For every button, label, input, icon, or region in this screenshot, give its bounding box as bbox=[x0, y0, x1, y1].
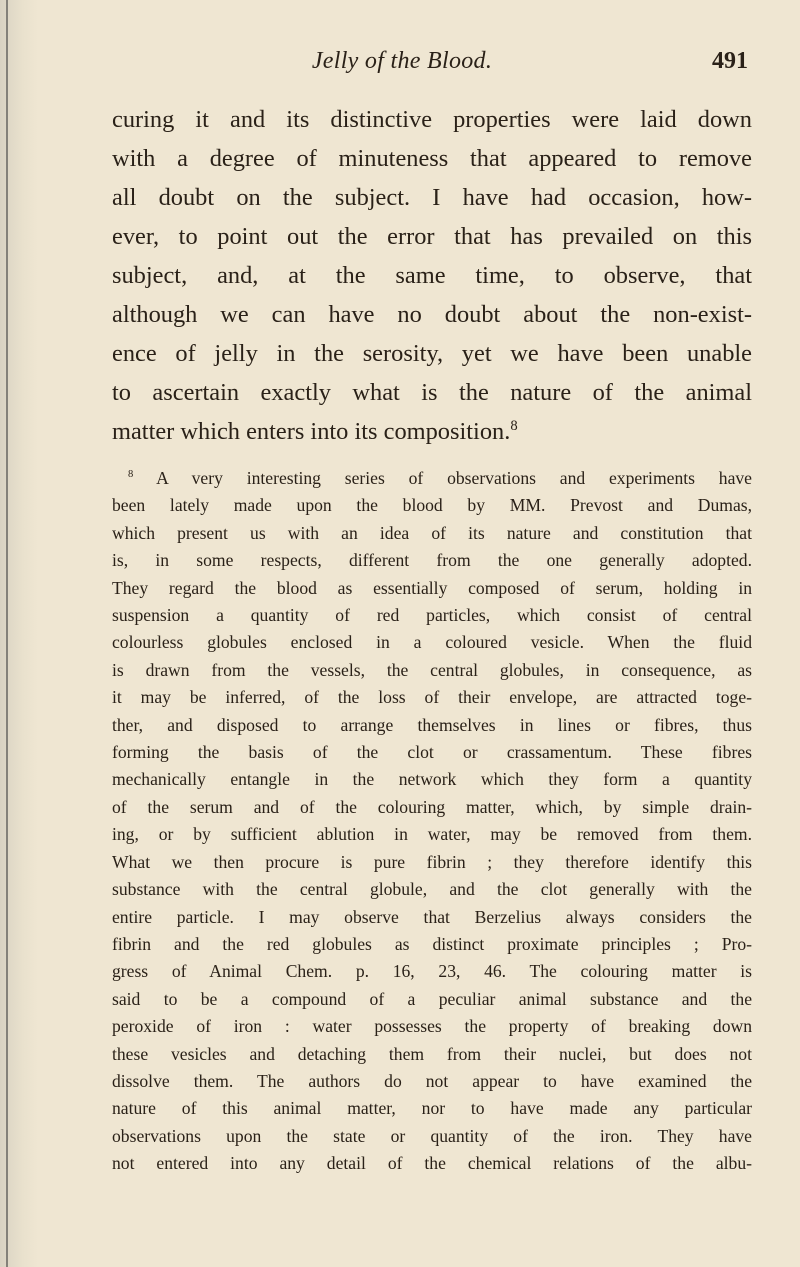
footnote-line: nature of this animal matter, nor to have made any particular bbox=[112, 1098, 752, 1119]
footnote-reference: 8 bbox=[510, 417, 518, 434]
footnote-line: entire particle. I may observe that Berzelius always considers the bbox=[112, 906, 752, 927]
footnote-line: observations upon the state or quantity of the iron. They have bbox=[112, 1125, 752, 1146]
footnote-line-first bbox=[112, 465, 752, 492]
footnote-line: which present us with an idea of its nature and constitution that bbox=[112, 522, 752, 543]
footnote-line: gress of Animal Chem. p. 16, 23, 46. The colouring matter is bbox=[112, 961, 752, 982]
running-head bbox=[112, 48, 752, 88]
body-paragraph bbox=[112, 100, 752, 451]
body-line: ever, to point out the error that has prevailed on this bbox=[112, 223, 752, 250]
running-title: Jelly of the Blood. bbox=[311, 48, 493, 74]
footnote-line: of the serum and of the colouring matter, which, by simple drain- bbox=[112, 796, 752, 817]
footnote-line: said to be a compound of a peculiar animal substance and the bbox=[112, 988, 752, 1009]
footnote-marker: 8 bbox=[128, 469, 134, 481]
footnote-line: fibrin and the red globules as distinct proximate principles ; Pro- bbox=[112, 933, 752, 954]
body-line-last bbox=[112, 412, 752, 451]
footnote-line: peroxide of iron : water possesses the property of breaking down bbox=[112, 1016, 752, 1037]
footnote-line: dissolve them. The authors do not appear to have examined the bbox=[112, 1070, 752, 1091]
book-page bbox=[112, 48, 752, 1178]
body-line: to ascertain exactly what is the nature of the animal bbox=[112, 379, 752, 406]
footnote-line: ing, or by sufficient ablution in water, may be removed from them. bbox=[112, 824, 752, 845]
footnote-line: ther, and disposed to arrange themselves in lines or fibres, thus bbox=[112, 714, 752, 735]
footnote-line: is drawn from the vessels, the central globules, in consequence, as bbox=[112, 659, 752, 680]
binding-edge-line bbox=[6, 0, 8, 1267]
footnote-line: substance with the central globule, and the clot generally with the bbox=[112, 879, 752, 900]
footnote-line: They regard the blood as essentially composed of serum, holding in bbox=[112, 577, 752, 598]
body-line: although we can have no doubt about the non-exist- bbox=[112, 301, 752, 328]
footnote bbox=[112, 465, 752, 1178]
footnote-line: is, in some respects, different from the one generally adopted. bbox=[112, 550, 752, 571]
body-line: with a degree of minuteness that appeared to remove bbox=[112, 145, 752, 172]
body-line: curing it and its distinctive properties were laid down bbox=[112, 106, 752, 133]
footnote-line: What we then procure is pure fibrin ; they therefore identify this bbox=[112, 851, 752, 872]
body-line: subject, and, at the same time, to observe, that bbox=[112, 262, 752, 289]
body-line: ence of jelly in the serosity, yet we have been unable bbox=[112, 340, 752, 367]
footnote-line: not entered into any detail of the chemical relations of the albu- bbox=[112, 1153, 752, 1174]
footnote-line-text: A very interesting series of observations and experiments have bbox=[156, 468, 752, 488]
body-line-text: matter which enters into its composition. bbox=[112, 418, 511, 445]
footnote-line: mechanically entangle in the network which they form a quantity bbox=[112, 769, 752, 790]
footnote-line: colourless globules enclosed in a coloured vesicle. When the fluid bbox=[112, 632, 752, 653]
footnote-line: it may be inferred, of the loss of their envelope, are attracted toge- bbox=[112, 687, 752, 708]
footnote-line: forming the basis of the clot or crassamentum. These fibres bbox=[112, 742, 752, 763]
footnote-line: suspension a quantity of red particles, which consist of central bbox=[112, 605, 752, 626]
page-number: 491 bbox=[712, 48, 748, 74]
footnote-line: these vesicles and detaching them from their nuclei, but does not bbox=[112, 1043, 752, 1064]
footnote-line: been lately made upon the blood by MM. Prevost and Dumas, bbox=[112, 495, 752, 516]
body-line: all doubt on the subject. I have had occasion, how- bbox=[112, 184, 752, 211]
